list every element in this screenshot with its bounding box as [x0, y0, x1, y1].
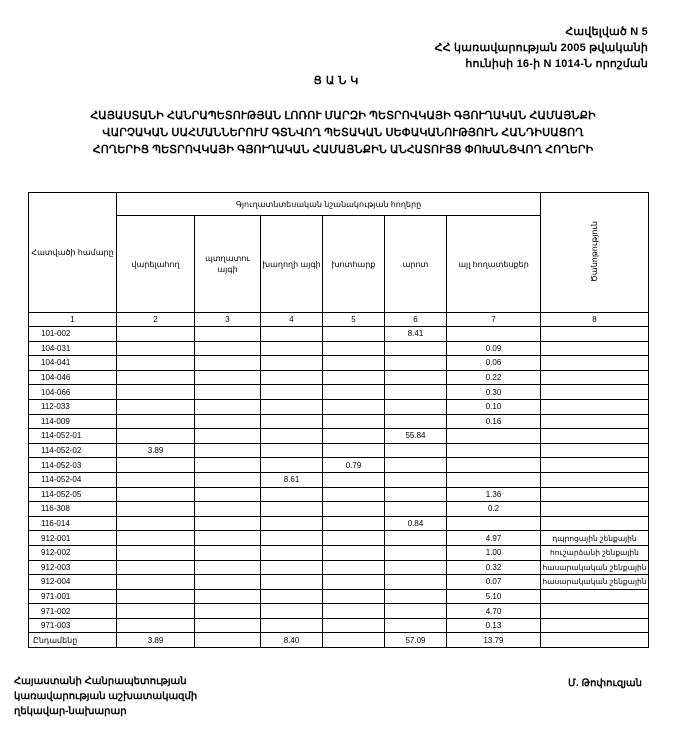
cell-arable [117, 414, 195, 429]
cell-orchard [195, 560, 261, 575]
cell-arable [117, 575, 195, 590]
total-note [541, 633, 649, 648]
header-cell-note [541, 193, 649, 313]
cell-other: 0.2 [447, 502, 541, 517]
cell-hayfield [323, 604, 385, 619]
cell-other [447, 327, 541, 342]
cell-section-code: 114-052-04 [29, 472, 117, 487]
cell-note: հասարակական շենքային [541, 560, 649, 575]
cell-hayfield [323, 589, 385, 604]
document-header [435, 24, 648, 72]
cell-hayfield [323, 385, 385, 400]
table-total-row [29, 633, 649, 648]
table-row [29, 589, 649, 604]
cell-note: հուշարձանի շենքային [541, 545, 649, 560]
cell-hayfield [323, 487, 385, 502]
cell-note: հասարակական շենքային [541, 575, 649, 590]
header-cell-arable: վարելահող [117, 216, 195, 313]
cell-note [541, 327, 649, 342]
cell-orchard [195, 575, 261, 590]
title-line-2: ՎԱՐՉԱԿԱՆ ՍԱՀՄԱՆՆԵՐՈՒՄ ԳՏՆՎՈՂ ՊԵՏԱԿԱՆ ՍԵՓԱԿԱՆՈՒԹՅՈՒՆ ՀԱՆԴԻՍԱՑՈՂ [102, 127, 584, 139]
total-label: Ընդամենը [29, 633, 117, 648]
cell-vineyard [261, 502, 323, 517]
cell-note [541, 385, 649, 400]
cell-note [541, 443, 649, 458]
number-cell-2: 2 [117, 313, 195, 327]
cell-note [541, 472, 649, 487]
cell-hayfield [323, 575, 385, 590]
cell-note [541, 429, 649, 444]
cell-hayfield: 0.79 [323, 458, 385, 473]
cell-vineyard [261, 575, 323, 590]
cell-vineyard [261, 443, 323, 458]
cell-vineyard [261, 385, 323, 400]
total-other: 13.79 [447, 633, 541, 648]
cell-arable [117, 399, 195, 414]
cell-arable [117, 458, 195, 473]
cell-orchard [195, 589, 261, 604]
header-line-3: հունիսի 16-ի N 1014-Ն որոշման [465, 58, 648, 70]
cell-section-code: 116-308 [29, 502, 117, 517]
table-row [29, 472, 649, 487]
cell-pasture [385, 472, 447, 487]
footer-signatory-block [14, 674, 197, 719]
cell-arable [117, 487, 195, 502]
table-row [29, 443, 649, 458]
cell-hayfield [323, 429, 385, 444]
cell-hayfield [323, 502, 385, 517]
cell-pasture [385, 487, 447, 502]
table-group-header-row [29, 193, 649, 216]
table-row [29, 618, 649, 633]
cell-orchard [195, 327, 261, 342]
cell-arable [117, 429, 195, 444]
cell-other: 1.36 [447, 487, 541, 502]
table-row [29, 327, 649, 342]
total-pasture: 57.09 [385, 633, 447, 648]
cell-arable [117, 341, 195, 356]
cell-vineyard [261, 429, 323, 444]
cell-pasture [385, 385, 447, 400]
table-row [29, 341, 649, 356]
cell-vineyard [261, 618, 323, 633]
table-row [29, 429, 649, 444]
cell-orchard [195, 385, 261, 400]
table-row [29, 487, 649, 502]
cell-other: 0.09 [447, 341, 541, 356]
cell-other: 0.16 [447, 414, 541, 429]
cell-note [541, 414, 649, 429]
cell-pasture [385, 560, 447, 575]
cell-vineyard [261, 545, 323, 560]
cell-pasture [385, 545, 447, 560]
document-kind: ՑԱՆԿ [313, 75, 363, 87]
cell-note [541, 356, 649, 371]
cell-other: 0.06 [447, 356, 541, 371]
cell-pasture [385, 589, 447, 604]
cell-arable [117, 370, 195, 385]
cell-hayfield [323, 399, 385, 414]
cell-section-code: 912-003 [29, 560, 117, 575]
cell-other: 4.97 [447, 531, 541, 546]
footer-line-3: ղեկավար-նախարար [14, 706, 127, 717]
cell-orchard [195, 502, 261, 517]
cell-note: դպրոցային շենքային [541, 531, 649, 546]
table-row [29, 604, 649, 619]
number-cell-1: 1 [29, 313, 117, 327]
cell-note [541, 370, 649, 385]
land-table-wrapper [28, 192, 648, 648]
cell-vineyard [261, 560, 323, 575]
cell-arable [117, 604, 195, 619]
cell-section-code: 104-046 [29, 370, 117, 385]
cell-pasture: 0.84 [385, 516, 447, 531]
cell-arable [117, 356, 195, 371]
table-row [29, 385, 649, 400]
total-vineyard: 8.40 [261, 633, 323, 648]
cell-orchard [195, 545, 261, 560]
cell-section-code: 104-031 [29, 341, 117, 356]
cell-section-code: 971-002 [29, 604, 117, 619]
cell-vineyard [261, 370, 323, 385]
header-label-note: Ծանոթություն [590, 221, 599, 282]
cell-section-code: 104-066 [29, 385, 117, 400]
header-line-1: Հավելված N 5 [565, 26, 648, 38]
cell-other: 5.10 [447, 589, 541, 604]
cell-section-code: 116-014 [29, 516, 117, 531]
cell-pasture [385, 341, 447, 356]
cell-section-code: 114-052-01 [29, 429, 117, 444]
land-table [28, 192, 649, 648]
footer-line-1: Հայաստանի Հանրապետության [14, 676, 187, 687]
cell-orchard [195, 516, 261, 531]
cell-note [541, 487, 649, 502]
title-line-3: ՀՈՂԵՐԻՑ ՊԵՏՐՈՎԿԱՅԻ ԳՅՈՒՂԱԿԱՆ ՀԱՄԱՅՆՔԻՆ ԱՆՀԱՏՈՒՅՑ ՓՈԽԱՆՑՎՈՂ ՀՈՂԵՐԻ [92, 144, 594, 156]
cell-section-code: 112-033 [29, 399, 117, 414]
number-cell-3: 3 [195, 313, 261, 327]
header-line-2: ՀՀ կառավարության 2005 թվականի [434, 42, 648, 54]
cell-other: 0.10 [447, 399, 541, 414]
header-cell-other: այլ հողատեսքեր [447, 216, 541, 313]
number-cell-8: 8 [541, 313, 649, 327]
cell-hayfield [323, 545, 385, 560]
total-arable: 3.89 [117, 633, 195, 648]
title-line-1: ՀԱՅԱՍՏԱՆԻ ՀԱՆՐԱՊԵՏՈՒԹՅԱՆ ԼՈՌՈՒ ՄԱՐԶԻ ՊԵՏՐՈՎԿԱՅԻ ԳՅՈՒՂԱԿԱՆ ՀԱՄԱՅՆՔԻ [90, 110, 596, 122]
cell-pasture [385, 604, 447, 619]
cell-orchard [195, 472, 261, 487]
header-cell-orchard: պտղատու այգի [195, 216, 261, 313]
table-row [29, 370, 649, 385]
table-row [29, 516, 649, 531]
cell-section-code: 114-009 [29, 414, 117, 429]
cell-orchard [195, 443, 261, 458]
table-row [29, 575, 649, 590]
cell-other: 1.00 [447, 545, 541, 560]
cell-section-code: 114-052-02 [29, 443, 117, 458]
cell-vineyard: 8.61 [261, 472, 323, 487]
cell-vineyard [261, 414, 323, 429]
cell-section-code: 971-001 [29, 589, 117, 604]
cell-pasture [385, 502, 447, 517]
cell-section-code: 114-052-05 [29, 487, 117, 502]
header-cell-vineyard: խաղողի այգի [261, 216, 323, 313]
cell-section-code: 104-041 [29, 356, 117, 371]
cell-vineyard [261, 458, 323, 473]
cell-arable [117, 589, 195, 604]
number-cell-7: 7 [447, 313, 541, 327]
cell-other: 0.07 [447, 575, 541, 590]
cell-other [447, 516, 541, 531]
cell-vineyard [261, 531, 323, 546]
cell-other: 0.13 [447, 618, 541, 633]
table-row [29, 531, 649, 546]
cell-pasture [385, 458, 447, 473]
cell-vineyard [261, 589, 323, 604]
cell-hayfield [323, 516, 385, 531]
cell-vineyard [261, 516, 323, 531]
cell-hayfield [323, 327, 385, 342]
table-number-row [29, 313, 649, 327]
cell-pasture: 8.41 [385, 327, 447, 342]
cell-other: 0.22 [447, 370, 541, 385]
cell-vineyard [261, 341, 323, 356]
cell-hayfield [323, 414, 385, 429]
cell-vineyard [261, 487, 323, 502]
cell-pasture [385, 356, 447, 371]
cell-arable [117, 618, 195, 633]
cell-orchard [195, 414, 261, 429]
header-label-section: Հատվածի համարը [31, 248, 114, 257]
table-row [29, 356, 649, 371]
cell-pasture [385, 531, 447, 546]
cell-arable [117, 502, 195, 517]
cell-orchard [195, 618, 261, 633]
cell-section-code: 912-002 [29, 545, 117, 560]
cell-hayfield [323, 560, 385, 575]
cell-vineyard [261, 604, 323, 619]
cell-orchard [195, 356, 261, 371]
cell-arable [117, 560, 195, 575]
table-row [29, 399, 649, 414]
cell-arable: 3.89 [117, 443, 195, 458]
cell-pasture [385, 575, 447, 590]
header-cell-group: Գյուղատնտեսական նշանակության հողերը [117, 193, 541, 216]
cell-arable [117, 327, 195, 342]
cell-hayfield [323, 531, 385, 546]
header-cell-pasture: արոտ [385, 216, 447, 313]
cell-orchard [195, 399, 261, 414]
cell-vineyard [261, 399, 323, 414]
cell-other [447, 472, 541, 487]
cell-arable [117, 472, 195, 487]
cell-note [541, 604, 649, 619]
cell-section-code: 971-003 [29, 618, 117, 633]
cell-orchard [195, 370, 261, 385]
number-cell-4: 4 [261, 313, 323, 327]
cell-section-code: 114-052-03 [29, 458, 117, 473]
cell-other: 4.70 [447, 604, 541, 619]
cell-orchard [195, 341, 261, 356]
table-row [29, 458, 649, 473]
cell-note [541, 502, 649, 517]
cell-pasture [385, 399, 447, 414]
cell-hayfield [323, 356, 385, 371]
cell-pasture [385, 443, 447, 458]
total-hayfield [323, 633, 385, 648]
cell-arable [117, 545, 195, 560]
cell-hayfield [323, 341, 385, 356]
cell-pasture [385, 618, 447, 633]
page-title [40, 108, 646, 159]
cell-section-code: 101-002 [29, 327, 117, 342]
total-orchard [195, 633, 261, 648]
cell-pasture [385, 370, 447, 385]
footer-line-2: կառավարության աշխատակազմի [14, 691, 198, 702]
cell-arable [117, 531, 195, 546]
cell-other [447, 429, 541, 444]
cell-hayfield [323, 472, 385, 487]
cell-note [541, 458, 649, 473]
number-cell-6: 6 [385, 313, 447, 327]
cell-vineyard [261, 356, 323, 371]
cell-hayfield [323, 443, 385, 458]
cell-pasture: 55.84 [385, 429, 447, 444]
cell-section-code: 912-001 [29, 531, 117, 546]
cell-arable [117, 516, 195, 531]
cell-note [541, 341, 649, 356]
cell-orchard [195, 458, 261, 473]
cell-other [447, 458, 541, 473]
cell-note [541, 618, 649, 633]
cell-other [447, 443, 541, 458]
table-row [29, 414, 649, 429]
cell-note [541, 516, 649, 531]
header-cell-hayfield: խոտհարք [323, 216, 385, 313]
footer-signature-name: Մ. Թոփուզյան [568, 678, 642, 689]
table-row [29, 502, 649, 517]
cell-pasture [385, 414, 447, 429]
cell-note [541, 589, 649, 604]
table-row [29, 560, 649, 575]
cell-arable [117, 385, 195, 400]
cell-other: 0.30 [447, 385, 541, 400]
cell-other: 0.32 [447, 560, 541, 575]
cell-orchard [195, 604, 261, 619]
cell-hayfield [323, 370, 385, 385]
cell-section-code: 912-004 [29, 575, 117, 590]
number-cell-5: 5 [323, 313, 385, 327]
table-row [29, 545, 649, 560]
cell-orchard [195, 531, 261, 546]
header-cell-section [29, 193, 117, 313]
cell-hayfield [323, 618, 385, 633]
cell-vineyard [261, 327, 323, 342]
cell-orchard [195, 429, 261, 444]
cell-note [541, 399, 649, 414]
cell-orchard [195, 487, 261, 502]
